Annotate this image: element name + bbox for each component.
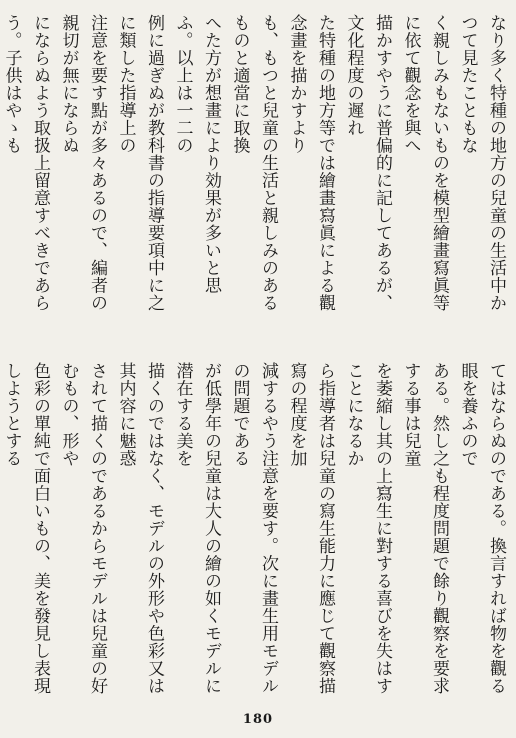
text-column: 描かすやうに普偏的に記してあるが、文化程度の遲れ (343, 14, 392, 312)
text-column: ある。然し之も程度問題で餘り觀察を要求する事は兒童 (400, 362, 449, 695)
text-column: にならぬよう取扱上留意すべきであらう。子供はやゝも (1, 14, 50, 312)
text-column: ら指導者は兒童の寫生能力に應じて觀察描寫の程度を加 (286, 362, 335, 695)
text-column: を萎縮し其の上寫生に對する喜びを失はすことになるか (343, 362, 392, 695)
text-column: されて描くのであるからモデルは兒童の好むもの、形や (58, 362, 107, 695)
upper-text-block (1, 14, 510, 314)
text-column: く親しみもないものを模型繪畫寫眞等に依て觀念を與へ (400, 14, 449, 312)
text-column: 注意を要す點が多々あるので、編者の親切が無にならぬ (58, 14, 107, 312)
lower-text-block (1, 362, 510, 696)
text-column: も、もつと兒童の生活と親しみのあるものと適當に取換 (229, 14, 278, 312)
text-column: てはならぬのである。換言すれば物を觀る眼を養ふので (457, 362, 506, 695)
text-column: へた方が想畫により効果が多いと思ふ。以上は一二の (172, 14, 221, 294)
text-column: た特種の地方等では繪畫寫眞による觀念畫を描かすより (286, 14, 335, 312)
text-column: 描くのではなく、モデルの外形や色彩又は其内容に魅惑 (115, 362, 164, 695)
text-column: 例に過ぎぬが教科書の指導要項中に之に類した指導上の (115, 14, 164, 312)
text-column: 減するやう注意を要す。次に畫生用モデルの問題である (229, 362, 278, 695)
text-column: なり多く特種の地方の兒童の生活中かつて見たこともな (457, 14, 506, 312)
text-column: が低學年の兒童は大人の繪の如くモデルに潜在する美を (172, 362, 221, 695)
page-number: 180 (242, 712, 274, 727)
text-column: 色彩の單純で面白いもの、美を發見し表現しようとする (1, 362, 50, 695)
